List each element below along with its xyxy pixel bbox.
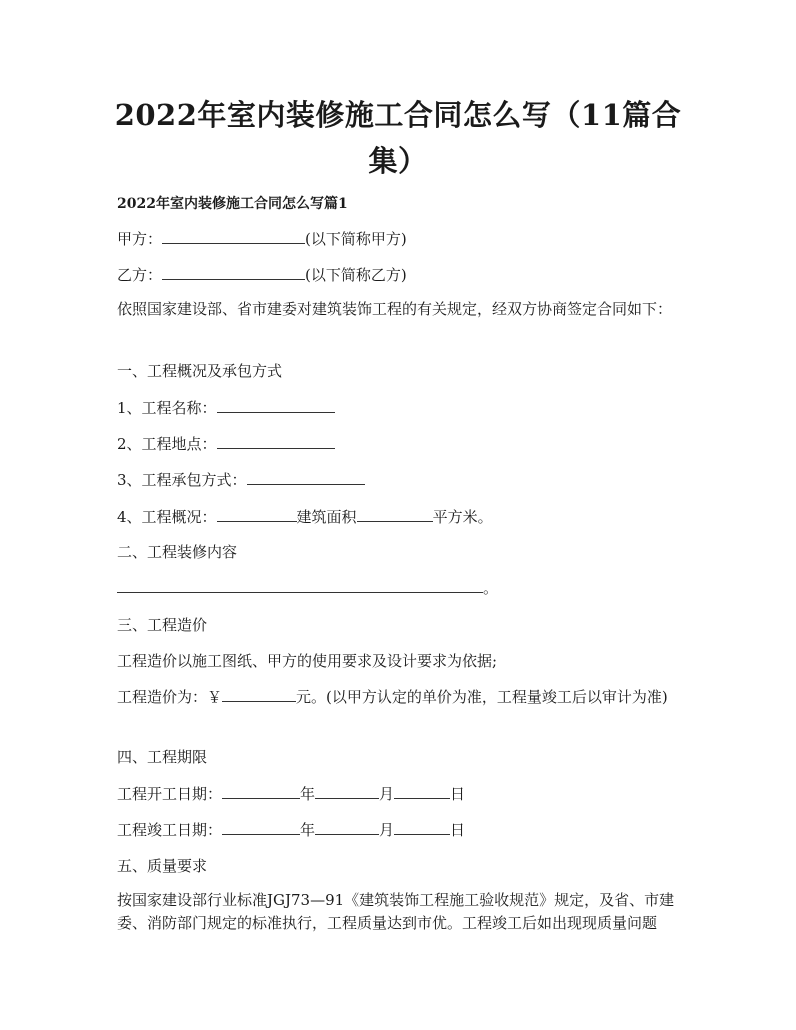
end-month-blank	[315, 820, 379, 835]
item-4-mid: 建筑面积	[296, 508, 357, 526]
item-4-end: 平方米。	[432, 508, 493, 526]
section-1-heading: 一、工程概况及承包方式	[117, 362, 283, 380]
section-heading: 2022年室内装修施工合同怎么写篇1	[117, 196, 348, 212]
item-3-blank	[247, 470, 365, 485]
item-1-label: 1、工程名称：	[117, 399, 217, 417]
item-4-blank-b	[357, 507, 433, 522]
end-date-line	[117, 820, 465, 840]
item-1-blank	[217, 398, 335, 413]
section-2-heading: 二、工程装修内容	[117, 543, 238, 561]
start-month-blank	[315, 784, 379, 799]
end-month-unit: 月	[379, 821, 395, 839]
quality-paragraph: 按国家建设部行业标准JGJ73—91《建筑装饰工程施工验收规范》规定，及省、市建委、消防部门规定的标准执行，工程质量达到市优。工程竣工后如出现现质量问题	[117, 891, 675, 932]
document-title: 2022年室内装修施工合同怎么写（11篇合集）	[114, 98, 682, 178]
end-day-blank	[394, 820, 450, 835]
start-month-unit: 月	[379, 785, 395, 803]
section-2-end: 。	[483, 579, 499, 597]
section-2-blank	[117, 578, 483, 593]
section-4-heading: 四、工程期限	[117, 748, 208, 766]
start-date-line	[117, 784, 465, 804]
item-4-line	[117, 507, 493, 527]
start-date-label: 工程开工日期：	[117, 785, 223, 803]
party-b-note: (以下简称乙方)	[305, 266, 407, 284]
end-year-blank	[222, 820, 300, 835]
item-2-line	[117, 434, 335, 454]
section-2-content-line	[117, 578, 498, 598]
end-date-label: 工程竣工日期：	[117, 821, 223, 839]
start-day-unit: 日	[450, 785, 466, 803]
party-b-blank	[162, 265, 305, 280]
item-2-label: 2、工程地点：	[117, 435, 217, 453]
party-a-label: 甲方：	[117, 230, 163, 248]
item-3-line	[117, 470, 365, 490]
section-3-heading: 三、工程造价	[117, 616, 208, 634]
item-2-blank	[217, 434, 335, 449]
section-5-heading: 五、质量要求	[117, 857, 208, 875]
item-4-blank-a	[217, 507, 297, 522]
end-year-unit: 年	[300, 821, 316, 839]
start-day-blank	[394, 784, 450, 799]
party-a-line	[117, 229, 407, 249]
start-year-blank	[222, 784, 300, 799]
party-b-label: 乙方：	[117, 266, 163, 284]
item-1-line	[117, 398, 335, 418]
intro-paragraph: 依照国家建设部、省市建委对建筑装饰工程的有关规定，经双方协商签定合同如下：	[117, 300, 673, 318]
start-year-unit: 年	[300, 785, 316, 803]
cost-line	[117, 686, 682, 709]
party-a-note: (以下简称甲方)	[305, 230, 407, 248]
party-b-line	[117, 265, 407, 285]
cost-label: 工程造价为：￥	[117, 688, 223, 706]
cost-blank	[222, 687, 296, 702]
cost-basis: 工程造价以施工图纸、甲方的使用要求及设计要求为依据;	[117, 652, 498, 670]
item-4-label: 4、工程概况：	[117, 508, 217, 526]
end-day-unit: 日	[450, 821, 466, 839]
item-3-label: 3、工程承包方式：	[117, 471, 247, 489]
party-a-blank	[162, 229, 305, 244]
cost-note: 元。(以甲方认定的单价为准，工程量竣工后以审计为准)	[296, 688, 668, 706]
